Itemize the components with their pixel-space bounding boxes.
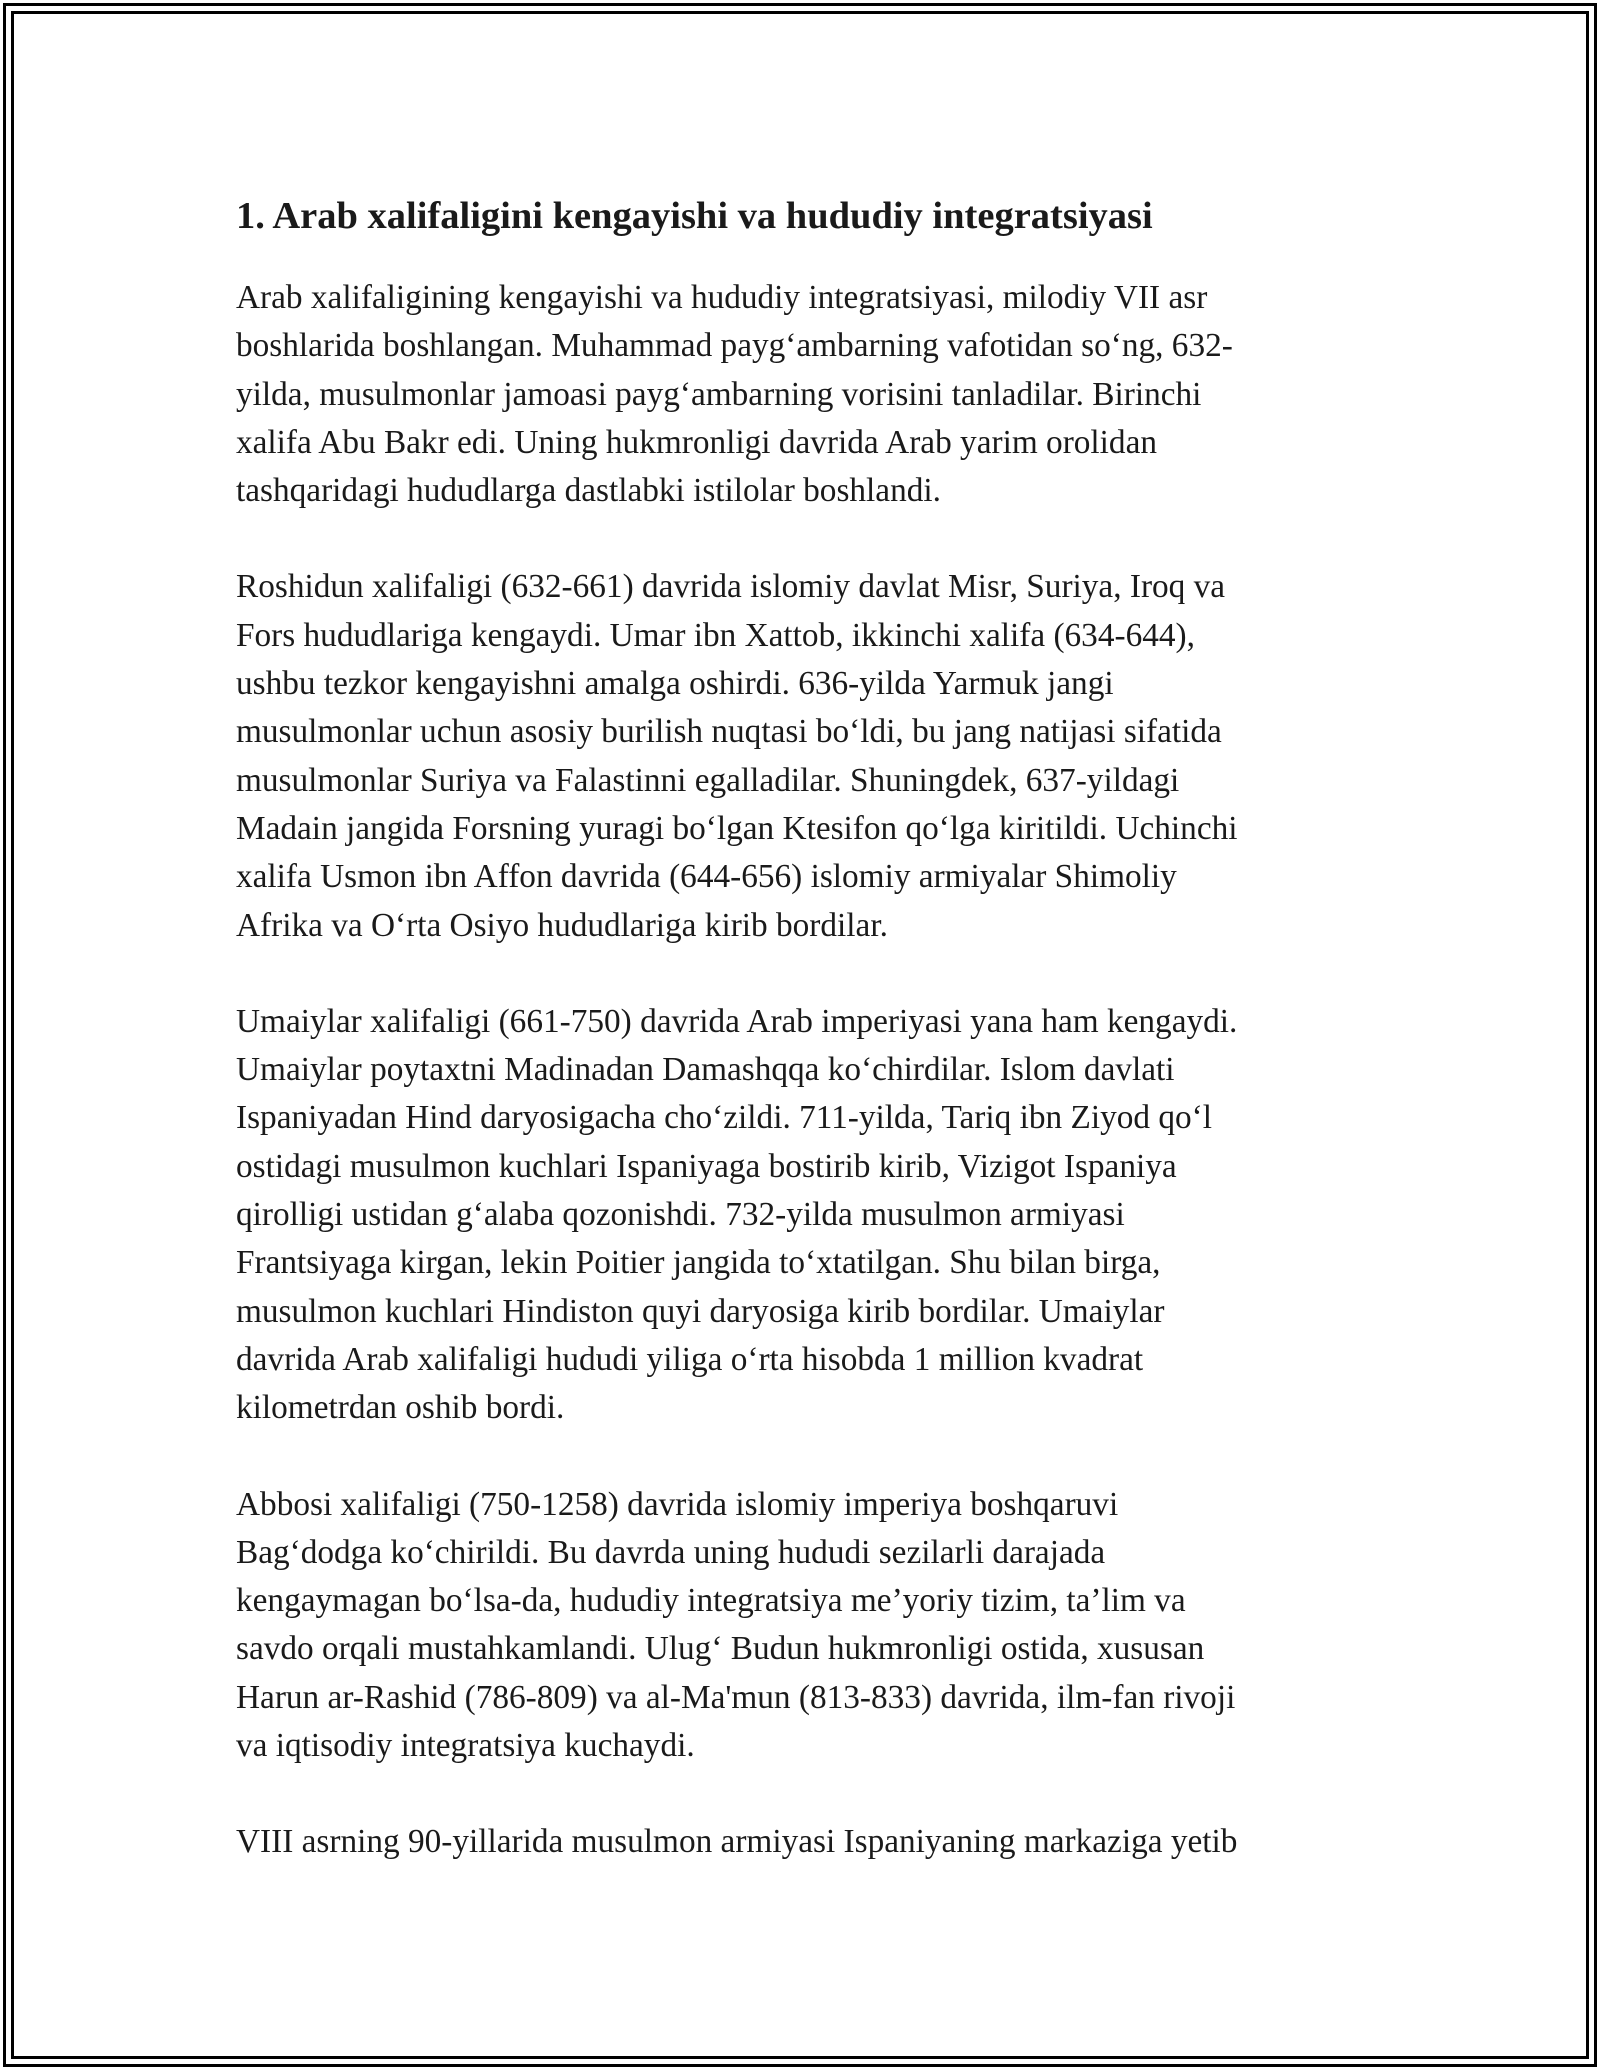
text-line: Ispaniyadan Hind daryosigacha cho‘zildi. 711-yilda, Tariq ibn Ziyod qo‘l — [236, 1099, 1212, 1137]
section-heading: 1. Arab xalifaligini kengayishi va hududiy integratsiyasi — [236, 195, 1153, 237]
text-line: musulmon kuchlari Hindiston quyi daryosiga kirib bordilar. Umaiylar — [236, 1292, 1165, 1330]
text-line: ushbu tezkor kengayishni amalga oshirdi. 636-yilda Yarmuk jangi — [236, 665, 1114, 703]
text-line: Abbosi xalifaligi (750-1258) davrida islomiy imperiya boshqaruvi — [236, 1485, 1119, 1523]
paragraph — [236, 1481, 1376, 1771]
text-line: qirolligi ustidan g‘alaba qozonishdi. 732-yilda musulmon armiyasi — [236, 1196, 1125, 1234]
text-line: Frantsiyaga kirgan, lekin Poitier jangida to‘xtatilgan. Shu bilan birga, — [236, 1244, 1161, 1282]
text-line: yilda, musulmonlar jamoasi payg‘ambarning vorisini tanladilar. Birinchi — [236, 375, 1202, 413]
text-line: Arab xalifaligining kengayishi va hududiy integratsiyasi, milodiy VII asr — [236, 279, 1208, 316]
text-line: boshlarida boshlangan. Muhammad payg‘ambarning vafotidan so‘ng, 632- — [236, 327, 1233, 365]
paragraph — [236, 563, 1376, 949]
text-line: Fors hududlariga kengaydi. Umar ibn Xattob, ikkinchi xalifa (634-644), — [236, 616, 1195, 654]
text-line: tashqaridagi hududlarga dastlabki istilolar boshlandi. — [236, 472, 941, 510]
text-line: savdo orqali mustahkamlandi. Ulug‘ Budun hukmronligi ostida, xususan — [236, 1630, 1205, 1668]
paragraph — [236, 1818, 1376, 1866]
text-line: musulmonlar uchun asosiy burilish nuqtasi bo‘ldi, bu jang natijasi sifatida — [236, 713, 1222, 751]
text-line: Umaiylar poytaxtni Madinadan Damashqqa ko‘chirdilar. Islom davlati — [236, 1051, 1175, 1089]
text-line: Bag‘dodga ko‘chirildi. Bu davrda uning hududi sezilarli darajada — [236, 1533, 1106, 1571]
text-line: xalifa Abu Bakr edi. Uning hukmronligi davrida Arab yarim orolidan — [236, 423, 1158, 461]
text-line: ostidagi musulmon kuchlari Ispaniyaga bostirib kirib, Vizigot Ispaniya — [236, 1147, 1177, 1185]
paragraph — [236, 274, 1376, 515]
text-line: Roshidun xalifaligi (632-661) davrida islomiy davlat Misr, Suriya, Iroq va — [236, 568, 1226, 606]
text-line: va iqtisodiy integratsiya kuchaydi. — [236, 1727, 695, 1765]
text-line: Afrika va O‘rta Osiyo hududlariga kirib bordilar. — [236, 906, 888, 944]
text-line: musulmonlar Suriya va Falastinni egalladilar. Shuningdek, 637-yildagi — [236, 761, 1180, 799]
text-line: Umaiylar xalifaligi (661-750) davrida Arab imperiyasi yana ham kengaydi. — [236, 1002, 1238, 1040]
text-line: Harun ar-Rashid (786-809) va al-Ma'mun (813-833) davrida, ilm-fan rivoji — [236, 1678, 1236, 1716]
document-body — [236, 274, 1376, 1867]
text-line: davrida Arab xalifaligi hududi yiliga o‘rta hisobda 1 million kvadrat — [236, 1340, 1144, 1378]
text-line: xalifa Usmon ibn Affon davrida (644-656) islomiy armiyalar Shimoliy — [236, 858, 1177, 896]
document-page — [236, 188, 1376, 1915]
text-line: Madain jangida Forsning yuragi bo‘lgan Ktesifon qo‘lga kiritildi. Uchinchi — [236, 809, 1238, 847]
text-line: VIII asrning 90-yillarida musulmon armiyasi Ispaniyaning markaziga yetib — [236, 1823, 1238, 1861]
text-line: kengaymagan bo‘lsa-da, hududiy integratsiya me’yoriy tizim, ta’lim va — [236, 1582, 1186, 1620]
text-line: kilometrdan oshib bordi. — [236, 1389, 565, 1427]
paragraph — [236, 998, 1376, 1433]
